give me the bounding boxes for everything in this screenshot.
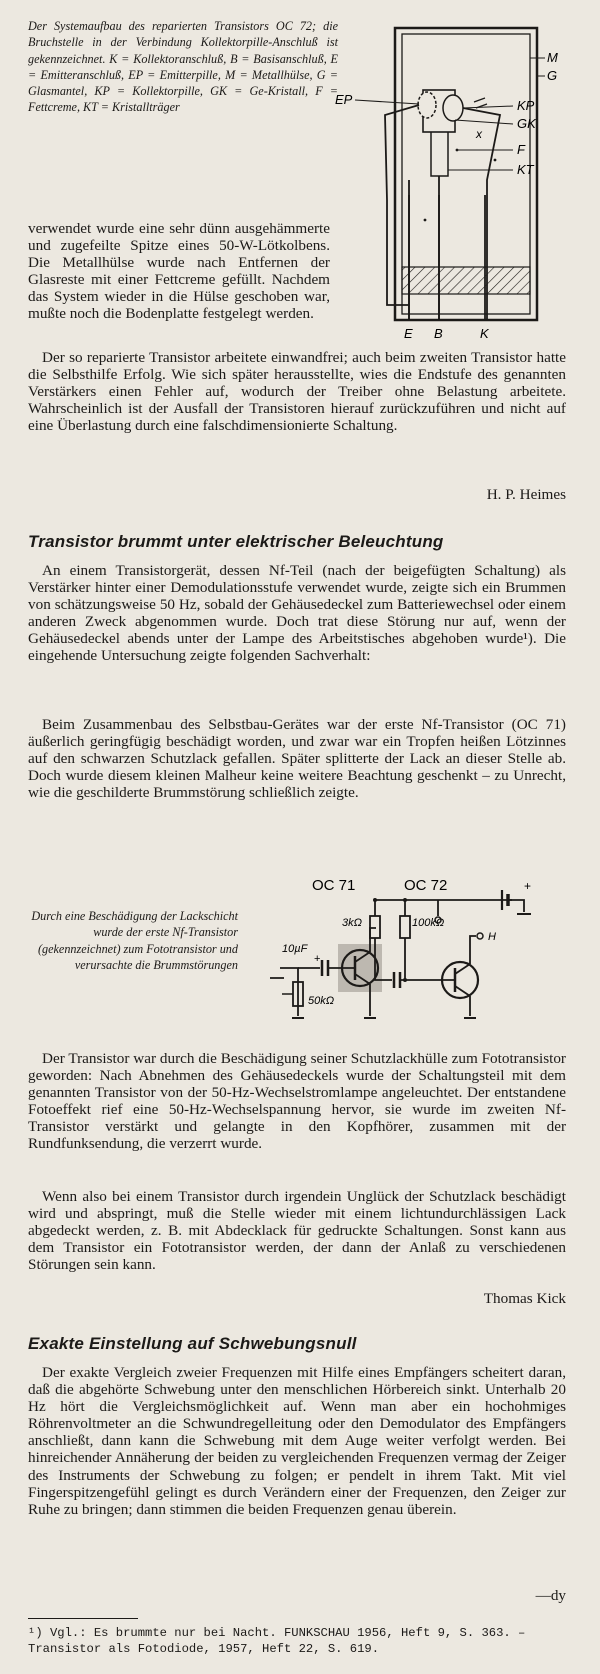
circuit-caption: Durch eine Beschädigung der Lackschicht wurde der erste Nf-Transistor (gekennzeichnet) zum Fototransistor und verursachte die Brummstörungen [31,909,238,972]
grease-dot [494,159,497,162]
transistor-diagram [335,20,575,345]
article3-author: —dy [535,1587,566,1604]
label-3k: 3kΩ [342,917,362,929]
label-e: E [404,326,413,341]
label-plus-battery: + [524,879,532,893]
base-plate [402,267,530,294]
label-x: x [476,127,482,141]
label-oc72: OC 72 [404,877,448,894]
label-oc71: OC 71 [312,877,356,894]
article2-paragraph-2: Beim Zusammenbau des Selbstbau-Gerätes war der erste Nf-Transistor (OC 71) äußerlich geringfügig beschädigt worden, und zwar war ein Tropfen heißen Lötzinnes auf den schwarzen Schutzlack gefallen. Später splitterte der Lack an dieser Stelle ab. Doch wurde diesem kleinen Malheur keine weitere Beachtung geschenkt – zu Unrecht, wie die geschilderte Brummstörung schließlich zeigte. [28,716,566,802]
article3-title: Exakte Einstellung auf Schwebungsnull [28,1334,357,1353]
article2-paragraph-4: Wenn also bei einem Transistor durch irgendein Unglück der Schutzlack beschädigt wird und abspringt, muß die Stelle wieder mit einem lichtundurchlässigen Lack abgedeckt werden, z. B. mit Abdecklack für gedruckte Schaltungen. Sonst kann aus dem Transistor ein Fototransistor werden, der dann der Anlaß zu verschiedenen Störungen sein kann. [28,1188,566,1274]
article2-author: Thomas Kick [483,1290,566,1307]
crystal-carrier [431,128,448,176]
leader-gk [455,120,513,124]
footnote: ¹) Vgl.: Es brummte nur bei Nacht. FUNKSCHAU 1956, Heft 9, S. 363. – Transistor als Fotodiode, 1957, Heft 22, S. 619. [28,1626,526,1656]
leader-ep [355,100,419,104]
article1-author: H. P. Heimes [486,486,566,503]
label-gk: GK [517,116,536,131]
resistor-100k [400,916,410,938]
label-h: H [488,931,496,943]
label-kt: KT [517,162,534,177]
resistor-3k [370,916,380,938]
label-ep: EP [335,92,353,107]
article1-paragraph-2: Der so reparierte Transistor arbeitete einwandfrei; auch beim zweiten Transistor hatte die Selbsthilfe Erfolg. Wie sich später herausstellte, wies die Endstufe des genannten Verstärkers einen Fehler auf, wodurch der Treiber ohne Belastung arbeitete. Wahrscheinlich ist der Ausfall der Transistoren hierauf zurückzuführen und nicht auf eine Überlastung durch eine falschdimensionierte Schaltung. [28,349,566,435]
emitter-pill [418,92,436,118]
label-b: B [434,326,443,341]
label-100k: 100kΩ [412,917,445,929]
label-g: G [547,68,558,83]
grease-dot [424,219,427,222]
article3-paragraph-1: Der exakte Vergleich zweier Frequenzen mit Hilfe eines Empfängers scheitert daran, daß die abgehörte Schwebung unter den menschlichen Hörbereich sinkt. Unterhalb 20 Hz hört die Vergleichsmöglichkeit auf. Wenn man aber ein hochohmiges Röhrenvoltmeter an die Schwundregelleitung oder den Demodulator des Empfängers anschließt, dann kann die Schwebung mit dem Auge weiter verfolgt werden. Bei hinreichender Annäherung der beiden zu vergleichenden Frequenzen vermag der Zeiger des Instruments der Schwebung zu folgen; er pendelt in ihrem Takt. Mit viel Fingerspitzengefühl gelingt es durch Verändern einer der Frequenzen, den Zeiger zur Ruhe zu bringen; dann stimmen die beiden Frequenzen genau überein. [28,1364,566,1518]
footnote-rule [28,1618,138,1619]
article1-paragraph-1: verwendet wurde eine sehr dünn ausgehämmerte und zugefeilte Spitze eines 50-W-Lötkolbens. Die Metallhülse wurde nach Entfernen der Glasreste mit einer Fettcreme gefüllt. Nachdem das System wieder in die Hülse geschoben war, mußte noch die Bodenplatte festgelegt werden. [28,220,330,323]
article2-paragraph-3: Der Transistor war durch die Beschädigung seiner Schutzlackhülle zum Fototransistor geworden: Nach Abnehmen des Gehäusedeckels wurde der Schaltungsteil mit dem genannten Transistor von der 50-Hz-Wechselstromlampe angeleuchtet. Der entstandene Fotoeffekt rief eine 50-Hz-Wechselspannung hervor, sie wurde im zweiten Nf-Transistor verstärkt und gelangte in den Kopfhörer, zusammen mit der Rundfunksendung, die verzerrt wurde. [28,1050,566,1153]
label-k: K [480,326,489,341]
label-50k: 50kΩ [308,995,335,1007]
label-m: M [547,50,558,65]
article2-paragraph-1: An einem Transistorgerät, dessen Nf-Teil (nach der beigefügten Schaltung) als Verstärker hinter einer Demodulationsstufe verwendet wurde, zeigte sich ein Brummen von schätzungsweise 50 Hz, sobald der Gehäusedeckel zum Batteriewechsel oder einem anderen Zweck abgenommen wurde. Doch trat diese Störung nur auf, wenn der Gehäusedeckel abends unter der Lampe des Arbeitstisches abgehoben wurde¹). Die eingehende Untersuchung zeigte folgenden Sachverhalt: [28,562,566,665]
figure-caption-transistor: Der Systemaufbau des reparierten Transistors OC 72; die Bruchstelle in der Verbindung Kollektorpille-Anschluß ist gekennzeichnet. K = Kollektoranschluß, B = Basisanschluß, E = Emitteranschluß, EP = Emitterpille, M = Metallhülse, G = Glasmantel, KP = Kollektorpille, GK = Ge-Kristall, F = Fettcreme, KT = Kristallträger [28,19,338,115]
leader-kp [463,106,513,108]
circuit-diagram [262,876,562,1036]
collector-pill [443,95,463,121]
article2-title: Transistor brummt unter elektrischer Beleuchtung [28,532,444,551]
label-plus-cap: + [314,953,321,965]
label-f: F [517,142,525,157]
label-kp: KP [517,98,535,113]
label-10uf: 10µF [282,943,308,955]
break-mark [474,98,485,102]
